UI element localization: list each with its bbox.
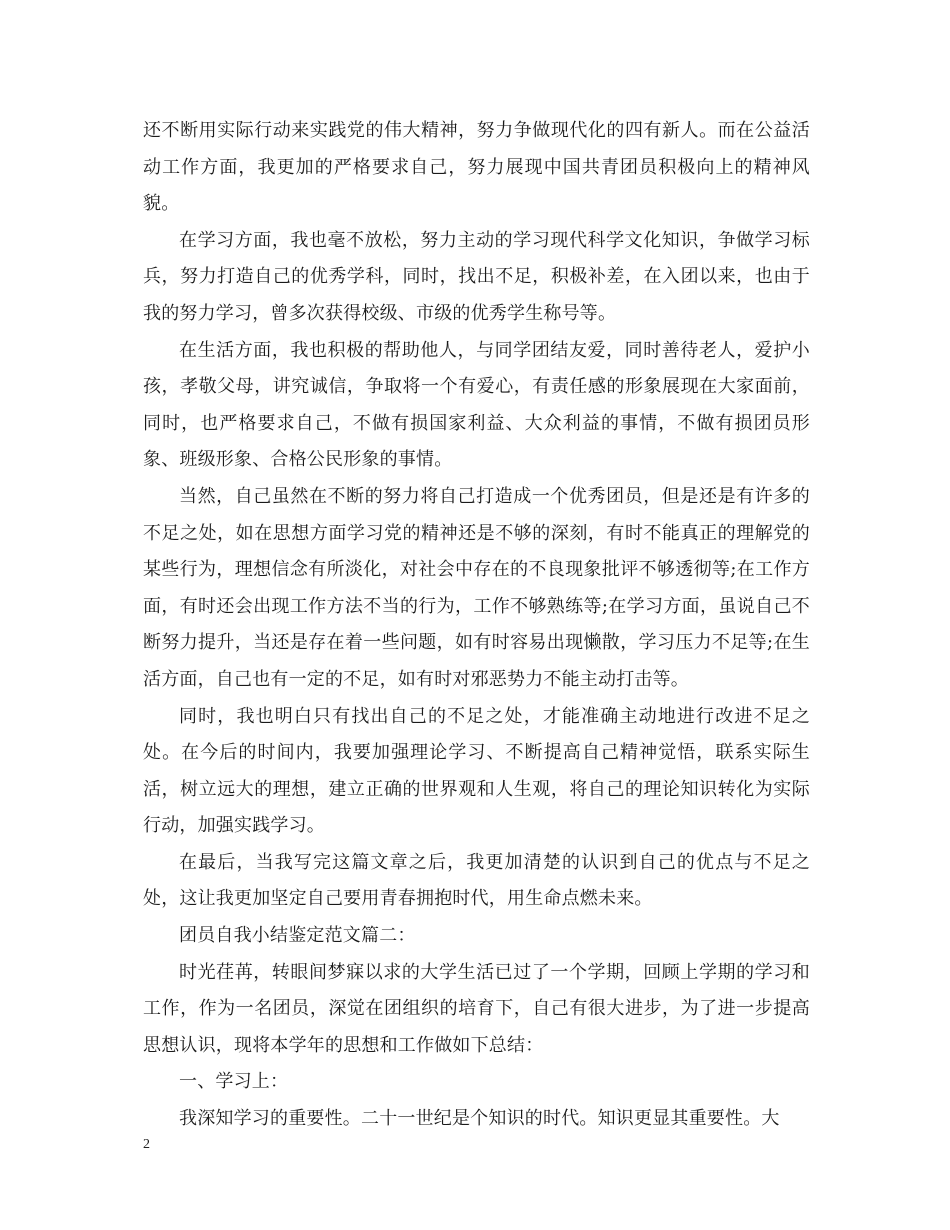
section-heading-example-two: 团员自我小结鉴定范文篇二：: [179, 925, 416, 947]
paragraph-2: 在学习方面，我也毫不放松，努力主动的学习现代科学文化知识，争做学习标兵，努力打造自己的优秀学科，同时，找出不足，积极补差，在入团以来，也由于我的努力学习，曾多次获得校级、市级的优秀学生称号等。: [143, 229, 810, 324]
paragraph-3: 在生活方面，我也积极的帮助他人，与同学团结友爱，同时善待老人，爱护小孩，孝敬父母，讲究诚信，争取将一个有爱心，有责任感的形象展现在大家面前，同时，也严格要求自己，不做有损国家利益、大众利益的事情，不做有损团员形象、班级形象、合格公民形象的事情。: [143, 339, 810, 471]
paragraph-4: 当然，自己虽然在不断的努力将自己打造成一个优秀团员，但是还是有许多的不足之处，如在思想方面学习党的精神还是不够的深刻，有时不能真正的理解党的某些行为，理想信念有所淡化，对社会中存在的不良现象批评不够透彻等;在工作方面，有时还会出现工作方法不当的行为，工作不够熟练等;在学习方面，虽说自己不断努力提升，当还是存在着一些问题，如有时容易出现懒散，学习压力不足等;在生活方面，自己也有一定的不足，如有时对邪恶势力不能主动打击等。: [143, 485, 810, 690]
document-body: [143, 113, 810, 1138]
paragraph-5: 同时，我也明白只有找出自己的不足之处，才能准确主动地进行改进不足之处。在今后的时间内，我要加强理论学习、不断提高自己精神觉悟，联系实际生活，树立远大的理想，建立正确的世界观和人生观，将自己的理论知识转化为实际行动，加强实践学习。: [143, 705, 810, 837]
page-number: 2: [143, 1137, 150, 1152]
paragraph-6: 在最后，当我写完这篇文章之后，我更加清楚的认识到自己的优点与不足之处，这让我更加坚定自己要用青春拥抱时代，用生命点燃未来。: [143, 851, 810, 910]
paragraph-7: 时光荏苒，转眼间梦寐以求的大学生活已过了一个学期，回顾上学期的学习和工作，作为一名团员，深觉在团组织的培育下，自己有很大进步，为了进一步提高思想认识，现将本学年的思想和工作做如下总结：: [143, 961, 810, 1056]
paragraph-1: 还不断用实际行动来实践党的伟大精神，努力争做现代化的四有新人。而在公益活动工作方面，我更加的严格要求自己，努力展现中国共青团员积极向上的精神风貌。: [143, 120, 810, 215]
paragraph-8: 我深知学习的重要性。二十一世纪是个知识的时代。知识更显其重要性。大: [179, 1108, 780, 1130]
subheading-study: 一、学习上：: [179, 1071, 289, 1093]
